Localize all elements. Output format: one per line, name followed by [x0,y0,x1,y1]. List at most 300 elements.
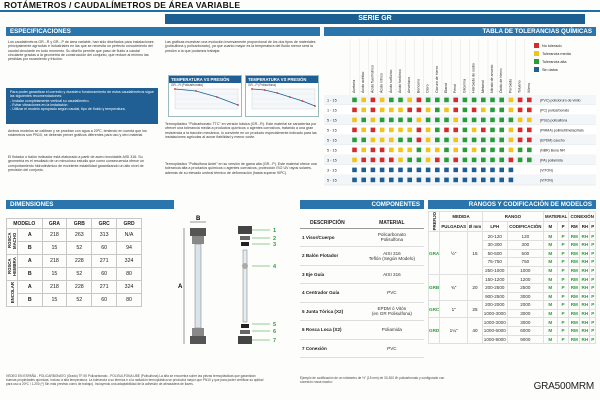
dim-value: 52 [67,242,92,255]
range-option: RH [581,293,589,299]
range-option: M [543,275,557,284]
range-option: RH [581,328,589,334]
dim-value: 218 [42,229,67,242]
range-code: 6000 [507,326,543,335]
range-option: P [591,328,595,334]
range-row [429,275,596,284]
tolerance-cell [481,148,486,153]
chemical-header: Benceno [416,78,421,93]
chart1-subtitle: GR...R (Policarbonato) [171,83,204,87]
chemical-tolerance-table [324,37,596,195]
tolerance-cell [352,148,357,153]
tolerance-cell [361,148,366,153]
tolerance-cell [481,118,486,123]
component-name: Eje Guía [305,271,325,277]
chart-point [314,105,316,107]
range-option: M [543,335,557,344]
recommendation-1: - Instalar completamente vertical su caudalímetro. [10,98,90,103]
component-material: Policarbonato Polisulfona [360,228,424,247]
tolerance-cell [389,148,394,153]
component-callout-number: 1 [273,228,277,234]
tolerance-cell [490,148,495,153]
component-row [300,284,424,303]
tolerance-cell [435,108,440,113]
range-lph: 75-750 [482,258,507,267]
tolerance-cell [481,128,486,133]
range-option: P [557,240,569,249]
rng-sub-mm: Ø mm [468,222,483,232]
range-option: P [557,326,569,335]
chemical-header: Ácido sulfúrico [388,69,393,93]
tolerance-cell [361,128,366,133]
range-code: 500 [507,249,543,258]
ranges-bar: RANGOS Y CODIFICACIÓN DE MODELOS [428,200,596,209]
tolerance-cell [398,128,403,133]
tolerance-cell [426,148,431,153]
range-option: P [591,336,595,342]
range-option: P [557,232,569,241]
tolerance-cell [509,98,514,103]
chart-point [251,88,253,90]
tolerance-cell [380,138,385,143]
tolerance-cell [509,128,514,133]
legend-swatch [534,51,539,56]
recommendation-3: - Utilizar el modelo apropiado según caudal, tipo de fluido y temperatura. [10,107,126,112]
rng-sub-p: P [557,222,569,232]
tolerance-cell [490,168,495,173]
tolerance-cell [490,158,495,163]
rng-sub-pulg: PULGADAS [440,222,468,232]
components-table [300,218,424,358]
chart2-title: TEMPERATURA VS PRESIÓN [246,76,318,83]
tolerance-cell [463,168,468,173]
range-code: 3000 [507,318,543,327]
specs-paragraph-3: El flotador o balón indicador está elaborado a partir de acero inoxidable AISI 316. Su geometría es el resultado de un minucioso estudio que como consecuencia ofrece un comportamiento hidrodinámico de excelente estabilidad garantizando un alto nivel de precisión del conjunto. [8,155,145,172]
dim-value: 60 [92,294,117,307]
component-callout-number: 3 [273,242,277,248]
tolerance-cell [453,168,458,173]
component-name: Balón Flotador [305,253,339,259]
tolerance-cell [490,118,495,123]
range-option: P [591,276,595,282]
range-option: M [543,258,557,267]
tolerance-cell [435,138,440,143]
tolerance-cell [407,138,412,143]
tolerance-cell [463,138,468,143]
tolerance-cell [472,178,477,183]
range-lph: 200-2500 [482,283,507,292]
tolerance-cell [417,158,422,163]
tolerance-cell [380,128,385,133]
comp-header-desc: DESCRIPCIÓN [300,218,360,228]
legend-label: Sin datos [542,68,558,73]
range-option: RH [581,336,589,342]
tolerance-cell [435,168,440,173]
diagram-label-a: A [178,284,183,290]
range-option: RM [570,268,578,274]
dim-header-grb: GRB [67,219,92,229]
range-code: 3000 [507,309,543,318]
tolerance-cell [490,138,495,143]
tolerance-material: (EPDM) caucho [540,138,565,143]
tolerance-cell [361,168,366,173]
tolerance-cell [518,108,523,113]
dim-row [7,229,142,242]
component-callout-number: 6 [273,329,277,335]
tolerance-cell [518,138,523,143]
tolerance-cell [444,128,449,133]
range-option: P [591,268,595,274]
footer-disclaimer: VEDEO EN ESPAÑA - POLICARBONATO (Grado) TF-90 Policarbonato - POLISULFONA UBE (Polisulfona) La alfa se encuentra sobre las piezas termoplásticas que garantizan buenas propiedades químicas, incluso a alta temperatura. La tolerancia a su térmica e a la radiación termoplástica se producirá mayor que PN10 y que para poder certificar su aptitud para uso a 20ºC / 1.200 (*) Sin más previsto como de trabajo). Incluyendo una adaptabilidad de la adhesión de abrazadera de llaves. [6,374,264,386]
range-option: RH [581,276,589,282]
rng-header-medida: MEDIDA [440,212,483,222]
range-option: RH [581,311,589,317]
range-row [429,301,596,310]
component-row [300,302,424,321]
component-name: Conexión [305,345,327,351]
tolerance-cell [371,178,376,183]
dim-header-grc: GRC [92,219,117,229]
dim-value: 80 [117,294,142,307]
header-rule [0,10,600,12]
tolerance-cell [435,118,440,123]
component-callout-number: 4 [273,264,277,270]
dim-dimension-letter: A [18,281,43,294]
tolerance-cell [490,128,495,133]
range-option: P [557,258,569,267]
tolerance-cell [426,128,431,133]
dim-value: 60 [92,242,117,255]
component-row [300,247,424,266]
range-inch: 1¼" [440,318,468,344]
specs-paragraph-2: Ambos modelos se calibran y se prueban con agua a 20ºC, teniendo en cuenta que los rotámetros son PN10, se deberán prever gráficos diferentes para uso y otro material. [8,129,147,138]
tolerance-cell [371,118,376,123]
tolerance-cell [352,128,357,133]
range-lph: 1000-3000 [483,311,506,317]
tolerance-cell [435,98,440,103]
tolerance-cell [481,178,486,183]
range-row [429,318,596,327]
tolerance-cell [527,108,532,113]
dimensions-table [6,218,142,307]
comp-header-mat: MATERIAL [360,218,424,228]
range-option: P [591,250,595,256]
tolerance-cell [352,168,357,173]
chemical-header: Ácido acético [361,71,366,93]
component-number: 4 [302,290,306,296]
tolerance-cell [472,138,477,143]
dim-value: 271 [92,255,117,268]
component-number: 3 [302,271,306,277]
range-lph: 150-1200 [482,275,507,284]
component-number: 7 [302,345,306,351]
tolerance-cell [380,98,385,103]
tolerance-cell [371,108,376,113]
tolerance-cell [398,158,403,163]
range-option: P [557,249,569,258]
tolerance-cell [371,168,376,173]
tolerance-cell [371,138,376,143]
tolerance-cell [407,158,412,163]
legend-label: Tolerancia alta [542,60,567,65]
recommendation-intro: Para poder garantizar el correcto y duradero funcionamiento de estos caudalímetros sigue las siguientes recomendaciones: [10,90,154,99]
tolerance-cell [444,108,449,113]
tolerance-cell [444,158,449,163]
component-name: Visor/Cuerpo [305,234,335,240]
dim-value: 228 [67,255,92,268]
flowmeter-diagram [170,212,300,362]
chart-point [216,96,218,98]
dim-dimension-letter: B [18,294,43,307]
range-option: P [591,259,595,265]
rng-header-prefix [429,212,440,232]
range-option: RM [570,259,578,265]
range-mm: 40 [468,318,483,344]
component-material: EPDM ó Vitón (en GR Polisulfona) [360,302,424,321]
tolerance-cell [509,168,514,173]
range-option: M [543,318,557,327]
specs-col2-paragraph-3: Termoplástico "Polisulfona Ardel" en su versión de gama alta (GR...P). Este material ofrece una tolerancia alta a productos químicos o agentes corrosivos, protección ISO UV rayos solares, además de su elevado umbral térmico de deformación (hasta superar 90ºC). [165,162,317,175]
serie-banner: SERIE GR [165,14,585,24]
tolerance-cell [426,138,431,143]
components-bar: COMPONENTES [300,200,424,209]
tolerance-cell [527,138,532,143]
tolerance-cell [380,178,385,183]
chart-point [302,100,304,102]
tolerance-cell [426,158,431,163]
range-lph: 50-500 [482,249,507,258]
range-option: RM [570,293,578,299]
range-option: P [557,301,569,310]
tolerance-cell [361,138,366,143]
tolerance-cell [398,138,403,143]
range-option: P [591,319,595,325]
range-code: 2500 [507,283,543,292]
dim-value: 218 [42,281,67,294]
range-option: M [543,326,557,335]
specs-col2-paragraph-2: Termoplástico "Policarbonato TTC" en versión básica (GR...R). Este material se caracteriza por ofrecer una tolerancia media a productos químicos o agentes corrosivos, tratando a una gran resistencia a la tracción mecánica, lo convierte en un producto especialmente indicado para las instalaciones agrícolas al aunar fiabilidad y menor coste. [165,122,317,139]
tolerance-cell [481,158,486,163]
dim-group [7,255,18,281]
range-option: P [591,302,595,308]
tolerance-cell [499,158,504,163]
range-lph: 200-2000 [482,301,507,310]
chemical-header: Acetona [352,79,356,93]
tolerance-cell [453,118,458,123]
dim-dimension-letter: B [18,268,43,281]
tolerance-cell [472,168,477,173]
tolerance-cell [472,128,477,133]
tolerance-cell [499,148,504,153]
range-option: M [543,249,557,258]
tolerance-cell [509,158,514,163]
range-code: 300 [507,240,543,249]
range-prefix-code: GRA [429,232,440,275]
range-option: RM [570,276,578,282]
tolerance-cell [398,118,403,123]
tolerance-cell [435,178,440,183]
component-desc-cell [300,284,360,303]
chemical-header: Glicerina [462,78,467,93]
tolerance-cell [435,128,440,133]
tolerance-cell [472,98,477,103]
tolerance-cell [481,168,486,173]
dim-value: 263 [67,229,92,242]
dim-row [7,242,142,255]
component-number: 2 [302,253,306,259]
chart2-subtitle: GR...P (Polisulfona) [248,83,277,87]
dim-dimension-letter: B [18,242,43,255]
component-callout-number: 2 [273,236,277,242]
tolerance-material: (VITON) [540,168,553,173]
dim-dimension-letter: A [18,255,43,268]
range-code: 750 [507,258,543,267]
tolerance-row-range: 5 - 15 [327,118,337,123]
component-row [300,321,424,340]
chemical-header: Tolueno [517,80,522,93]
chemical-header: Amoniaco [407,77,412,93]
range-code: 1200 [507,275,543,284]
tolerance-cell [361,98,366,103]
range-option: M [543,266,557,275]
legend-swatch [534,43,539,48]
tolerance-cell [463,108,468,113]
tolerance-cell [453,108,458,113]
tolerance-cell [361,178,366,183]
dim-row [7,268,142,281]
tolerance-cell [352,98,357,103]
range-option: M [543,309,557,318]
component-desc-cell [300,302,360,321]
tolerance-cell [417,178,422,183]
dim-dimension-letter: A [18,229,43,242]
range-inch: ½" [440,232,468,275]
dim-group-label: ENCOLAR [9,281,15,304]
tolerance-cell [389,178,394,183]
rng-prefix-label: PREFIJO [431,212,437,231]
tolerance-cell [481,98,486,103]
chart1-title: TEMPERATURA VS PRESIÓN [169,76,241,83]
range-option: RH [581,242,589,248]
tolerance-cell [499,178,504,183]
tolerance-cell [398,148,403,153]
tolerance-cell [352,138,357,143]
range-option: P [591,233,595,239]
tolerance-cell [371,158,376,163]
tolerance-cell [499,108,504,113]
page-title: ROTÁMETROS / CAUDALÍMETROS DE ÁREA VARIABLE [4,0,241,10]
range-option: P [591,311,595,317]
tolerance-cell [490,98,495,103]
tolerance-cell [527,148,532,153]
range-option: M [543,232,557,241]
tolerance-cell [444,118,449,123]
range-prefix-code: GRC [429,301,440,318]
chemical-header: Cloruro de hierro [434,66,439,93]
range-lph: 20-120 [482,232,507,241]
rng-sub-cod: CODIFICACIÓN [507,222,543,232]
tolerance-cell [463,158,468,163]
range-option: P [557,283,569,292]
tolerance-cell [352,118,357,123]
tolerance-cell [509,178,514,183]
range-option: RM [570,319,578,325]
dim-value: 324 [117,255,142,268]
tolerance-cell [453,158,458,163]
tolerance-cell [407,108,412,113]
tolerance-cell [417,138,422,143]
range-option: RH [581,250,589,256]
component-callout-number: 5 [273,322,277,328]
range-lph: 1000-9000 [483,336,506,342]
chart-point [276,92,278,94]
legend-swatch [534,59,539,64]
tolerance-cell [389,128,394,133]
component-number: 1 [302,234,306,240]
component-material: PVC [360,284,424,303]
tolerance-cell [472,148,477,153]
tolerance-material: (NBR) Buna NR [540,148,565,153]
tolerance-cell [398,108,403,113]
footer-example: Ejemplo de codificación de un rotámetro de ½" (15 mm) de 30-300 l/h policarbonato y configurado con conexión rosca macho: [300,376,445,384]
tolerance-material: (PMMA) polimetilmetacrilato [540,128,584,133]
tolerance-cell [417,118,422,123]
tolerance-cell [527,128,532,133]
tolerance-cell [509,148,514,153]
tolerance-cell [407,118,412,123]
dim-header-gra: GRA [42,219,67,229]
tolerance-cell [352,158,357,163]
rng-header-conexion: CONEXIÓN [569,212,596,222]
component-material: AISI 316 Teflón (Según Modelo) [360,247,424,266]
component-desc-cell [300,265,360,284]
tolerance-cell [352,108,357,113]
tolerance-cell [509,108,514,113]
tolerance-cell [463,148,468,153]
range-option: RH [581,319,589,325]
component-desc-cell [300,339,360,358]
tolerance-cell [361,158,366,163]
tolerance-cell [407,128,412,133]
component-material: Poliamida [360,321,424,340]
tolerance-cell [426,168,431,173]
range-option: RH [581,302,589,308]
chart-point [289,96,291,98]
dim-group [7,229,18,255]
tolerance-cell [463,178,468,183]
tolerance-cell [509,138,514,143]
dim-value: 52 [67,294,92,307]
range-code: 120 [507,232,543,241]
tolerance-material: (PVC) policloruro de vinilo [540,98,581,103]
tolerance-cell [453,98,458,103]
tolerance-cell [518,128,523,133]
dim-value: 324 [117,281,142,294]
dim-value: 52 [67,268,92,281]
chemical-header: Xileno [526,83,531,93]
diagram-label-b: B [196,216,201,222]
dim-value: 271 [92,281,117,294]
tolerance-cell [463,98,468,103]
tolerance-cell [444,138,449,143]
recommendations-box [6,88,158,124]
flowmeter-front-view [184,222,206,344]
rng-header-rango: RANGO [482,212,543,222]
example-model-code: GRA500MRM [533,381,594,392]
specs-col2-paragraph-1: Las gráficas muestran una evolución inversamente proporcional de los dos tipos de materiales (polisulfona y policarbonato), ya que cuanto mayor es la temperatura del fluido menor será la presión a la que podamos trabajar. [165,40,316,53]
range-option: RH [581,259,589,265]
dim-value: 94 [117,242,142,255]
